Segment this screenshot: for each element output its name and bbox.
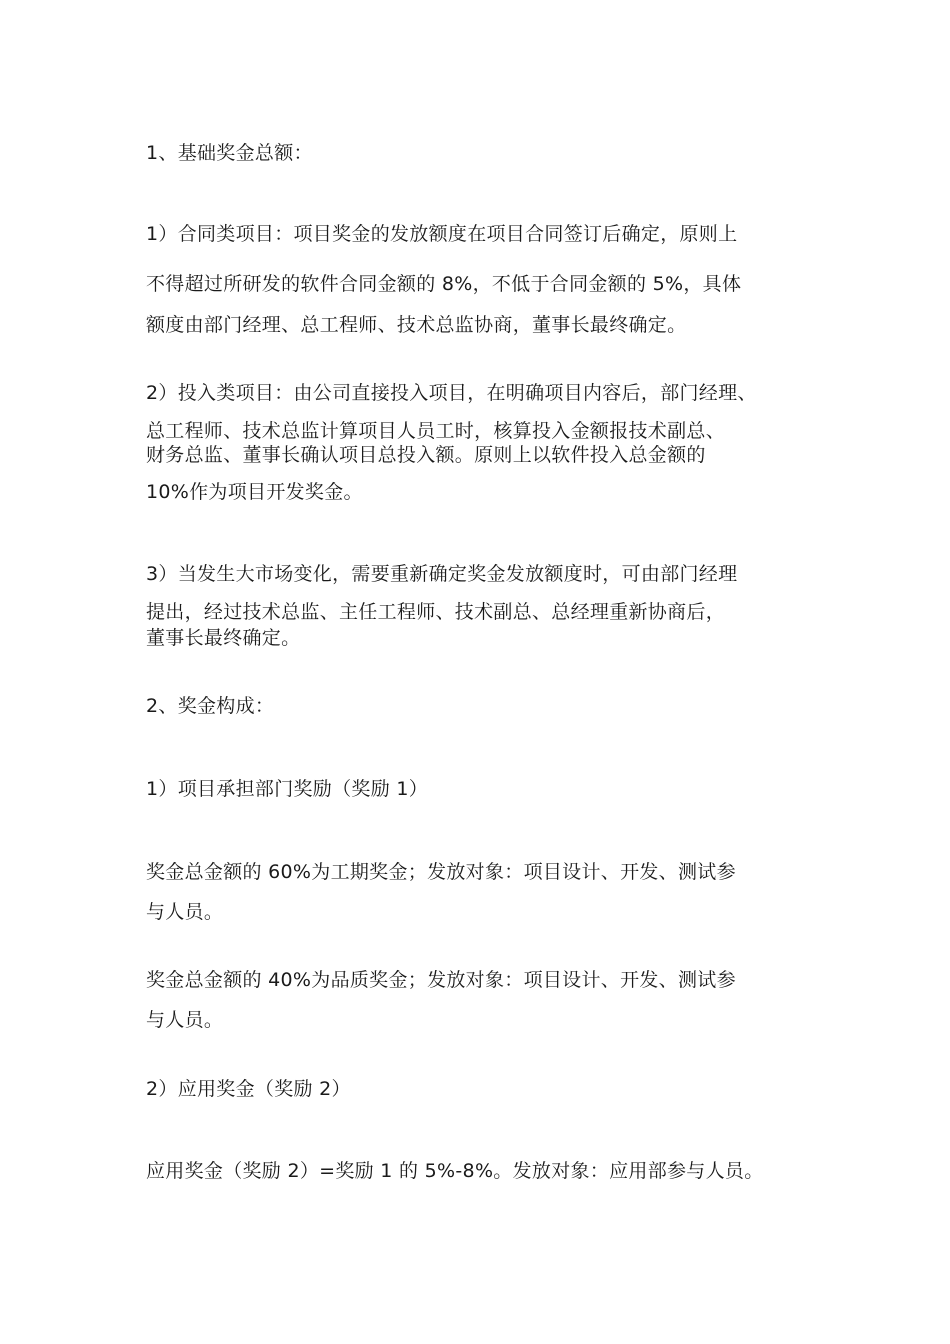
section1-item2-line1: 2）投入类项目：由公司直接投入项目，在明确项目内容后，部门经理、 (146, 382, 757, 404)
section1-heading: 1、基础奖金总额： (146, 142, 313, 164)
section1-item1-line1: 1）合同类项目：项目奖金的发放额度在项目合同签订后确定，原则上 (146, 223, 738, 245)
section2-heading: 2、奖金构成： (146, 695, 275, 717)
section1-item2-line3: 财务总监、董事长确认项目总投入额。原则上以软件投入总金额的 (146, 444, 706, 466)
section1-item2-line4: 10%作为项目开发奖金。 (146, 481, 363, 503)
section2-item1-para1-line1: 奖金总金额的 60%为工期奖金；发放对象：项目设计、开发、测试参 (146, 861, 736, 883)
section2-item1-para2-line1: 奖金总金额的 40%为品质奖金；发放对象：项目设计、开发、测试参 (146, 969, 736, 991)
section2-item1-title: 1）项目承担部门奖励（奖励 1） (146, 778, 429, 800)
section1-item3-line1: 3）当发生大市场变化，需要重新确定奖金发放额度时，可由部门经理 (146, 563, 738, 585)
section2-item2-para1-line1: 应用奖金（奖励 2）=奖励 1 的 5%-8%。发放对象：应用部参与人员。 (146, 1160, 764, 1182)
section2-item1-para1-line2: 与人员。 (146, 901, 224, 923)
section1-item3-line2: 提出，经过技术总监、主任工程师、技术副总、总经理重新协商后， (146, 601, 726, 623)
section1-item1-line2: 不得超过所研发的软件合同金额的 8%，不低于合同金额的 5%，具体 (146, 273, 742, 295)
section1-item2-line2: 总工程师、技术总监计算项目人员工时，核算投入金额报技术副总、 (146, 420, 726, 442)
section1-item1-line3: 额度由部门经理、总工程师、技术总监协商，董事长最终确定。 (146, 314, 687, 336)
section2-item1-para2-line2: 与人员。 (146, 1009, 224, 1031)
section1-item3-line3: 董事长最终确定。 (146, 627, 301, 649)
section2-item2-title: 2）应用奖金（奖励 2） (146, 1078, 351, 1100)
